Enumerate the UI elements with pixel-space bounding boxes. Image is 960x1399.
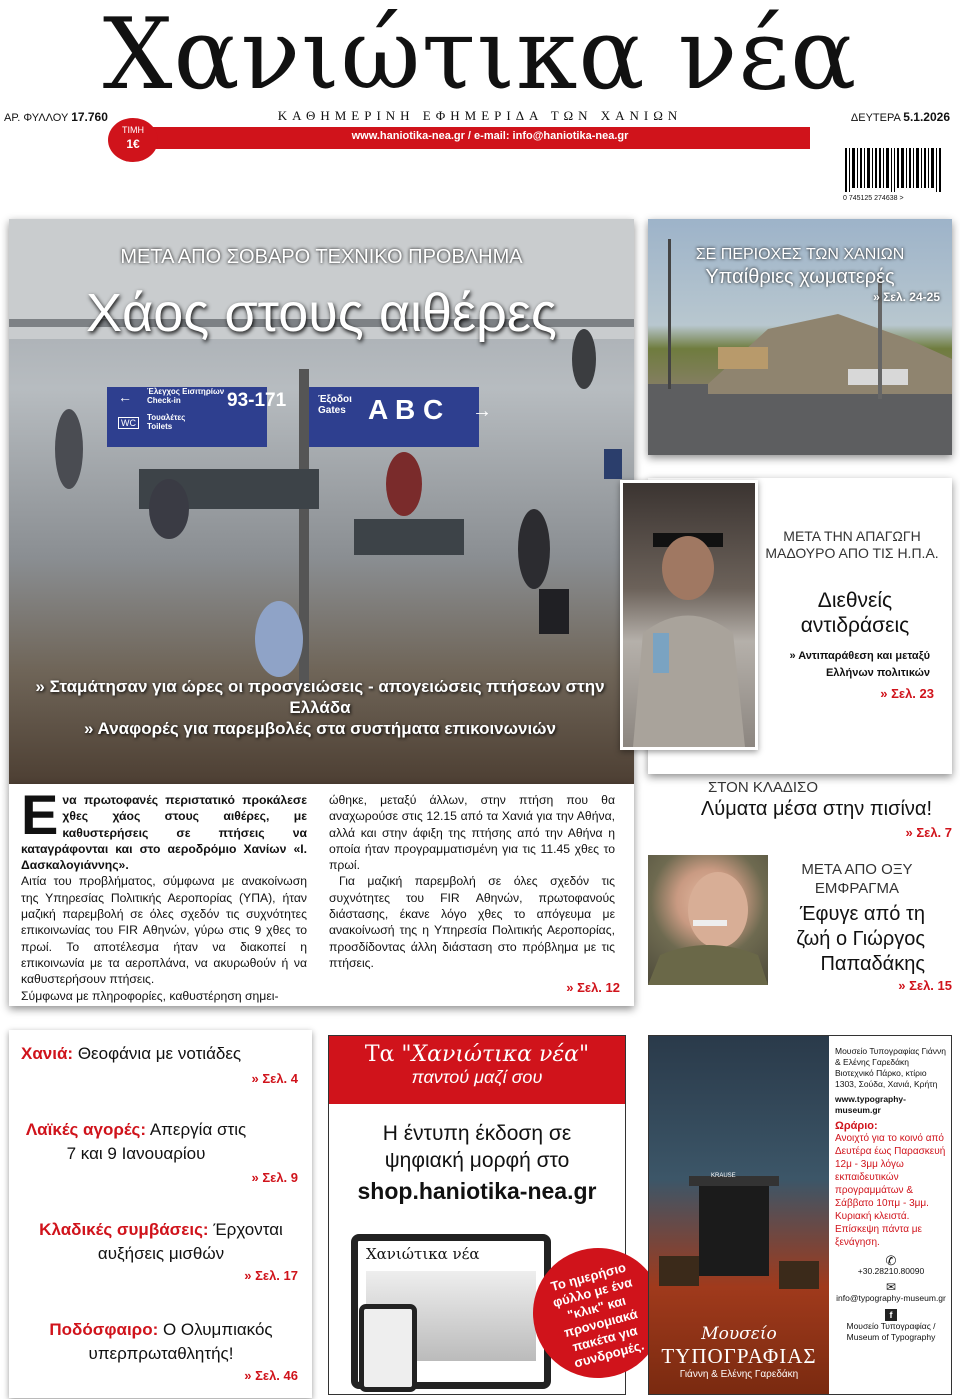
portrait-figure (648, 855, 768, 985)
ad-title: Τα "Χανιώτικα νέα" (364, 1042, 590, 1067)
barcode (843, 148, 946, 208)
maduro-kicker: ΜΕΤΑ ΤΗΝ ΑΠΑΓΩΓΗ ΜΑΔΟΥΡΟ ΑΠΟ ΤΙΣ Η.Π.Α. (765, 528, 939, 561)
price-badge: ΤΙΜΗ 1€ (108, 118, 158, 162)
pool-page-ref[interactable]: » Σελ. 7 (905, 825, 952, 840)
maduro-photo (620, 480, 758, 750)
arrow-left-icon: ← (118, 389, 132, 405)
lead-sub-2: » Αναφορές για παρεμβολές στα συστήματα επικοινωνιών (84, 719, 556, 738)
hours-title: Ωράριο: (835, 1120, 878, 1132)
brief-football: Ποδόσφαιρο: Ο Ολυμπιακός υπερπρωταθλητής! (49, 1320, 273, 1363)
issue-date: ΔΕΥΤΕΡΑ 5.1.2026 (850, 110, 950, 124)
article-p3: ώθηκε, μεταξύ άλλων, στην πτήση που θα αναχωρούσε στις 12.15 από τα Χανιά για την Αθήνα, αλλά και στην άφιξη της πτήσης από την Αθήνα η οποία ήταν προγραμματισμένη για τις 11.45 χθες το πρωί. (329, 793, 615, 873)
brief-markets: Λαϊκές αγορές: Απεργία στις 7 και 9 Ιανουαρίου (25, 1120, 247, 1163)
landfill-headline: Υπαίθριες χωματερές (705, 266, 895, 288)
barcode-bars (843, 148, 946, 196)
article-col-1 (21, 783, 307, 1004)
phone-icon: ✆ (885, 1253, 897, 1268)
ad-subtitle: παντού μαζί σου (411, 1067, 543, 1087)
ad-body: Η έντυπη έκδοση σε ψηφιακή μορφή στο (382, 1122, 572, 1172)
obituary-kicker: ΜΕΤΑ ΑΠΟ ΟΞΥ ΕΜΦΡΑΓΜΑ (801, 861, 913, 897)
obituary-headline: Έφυγε από τη ζωή ο Γιώργος Παπαδάκης (796, 903, 925, 975)
lead-sub-1: » Σταμάτησαν για ώρες οι προσγειώσεις - απογειώσεις πτήσεων στην Ελλάδα (35, 677, 605, 717)
article-lede: να πρωτοφανές περιστατικό προκάλεσε χθες χάος στους αιθέρες, με καθυστερήσεις σε πτήσεις να καταγράφονται και στο αεροδρόμιο Χανίων «Ι. Δασκαλογιάννης». (21, 793, 307, 873)
brief-contracts: Κλαδικές συμβάσεις: Έρχονται αυξήσεις μισθών (39, 1220, 283, 1263)
maduro-page-ref[interactable]: » Σελ. 23 (880, 686, 934, 701)
museum-facebook[interactable]: Μουσείο Τυπογραφίας / Museum of Typography (846, 1321, 936, 1342)
lead-article (9, 784, 634, 1006)
museum-email[interactable]: info@typography-museum.gr (836, 1293, 946, 1303)
maduro-figure (623, 483, 755, 747)
brief-football-page-ref[interactable]: » Σελ. 46 (244, 1368, 298, 1383)
press-sign: KRAUSE (711, 1173, 736, 1179)
maduro-sub: » Αντιπαράθεση και μεταξύ Ελλήνων πολιτικών (789, 650, 930, 679)
masthead-title: Χανιώτικα νέα (102, 0, 858, 112)
article-p2: Σύμφωνα με πληροφορίες, καθυστέρηση σημει- (21, 988, 279, 1003)
tablet-masthead: Χανιώτικα νέα (366, 1245, 480, 1263)
drop-cap: Ε (21, 783, 59, 846)
hours-text: Ανοιχτό για το κοινό από Δευτέρα έως Παρασκευή 12μ - 3μμ λόγω εκπαιδευτικών προγραμμάτων & Σάββατο 10πμ - 3μμ. Κυριακή κλειστά. Επίσκεψη πάντα με ξενάγηση. (835, 1133, 946, 1248)
museum-phone[interactable]: +30.28210.80090 (857, 1266, 925, 1276)
lead-page-ref[interactable]: » Σελ. 12 (566, 980, 620, 995)
article-p4: Για μαζική παρεμβολή σε όλες σχεδόν τις συχνότητες του FIR Αθηνών, πρωτοφανούς διάστασης, έκανε λόγο χθες το απόγευμα με ανακοίνωσή της η Υπηρεσία Πολιτικής Αεροπορίας, προσδίδοντας άλλη διάσταση στο πρόβλημα με τις πτήσεις. (329, 874, 615, 970)
sign-gates-number: 93-171 (227, 390, 287, 411)
article-p1: Αιτία του προβλήματος, σύμφωνα με ανακοίνωση της Υπηρεσίας Πολιτικής Αεροπορίας (ΥΠΑ), ήταν μαζική παρεμβολή σε όλες σχεδόν τις συχνότητες επικοινωνίας του FIR Αθηνών, γύρω στις 9 χθες το πρωί. Το αποτέλεσμα ήταν να διακοπεί η επικοινωνία με τα αεροπλάνα, να ακυρωθούν ή να καθυστερήσουν πτήσεις. (21, 874, 307, 987)
museum-info (835, 1046, 947, 1343)
landfill-kicker: ΣΕ ΠΕΡΙΟΧΕΣ ΤΩΝ ΧΑΝΙΩΝ (695, 246, 905, 263)
ad-shop-link[interactable]: shop.haniotika-nea.gr (357, 1178, 597, 1204)
museum-website[interactable]: www.typography-museum.gr (835, 1094, 906, 1115)
issue-number: ΑΡ. ΦΥΛΛΟΥ 17.760 (4, 110, 108, 124)
museum-logo: Μουσείο ΤΥΠΟΓΡΑΦΙΑΣ Γιάννη & Ελένης Γαρεδάκη (661, 1324, 817, 1380)
pool-headline: Λύματα μέσα στην πισίνα! (700, 798, 932, 820)
ad-banner (329, 1036, 625, 1104)
phone-device (359, 1304, 417, 1392)
brief-markets-page-ref[interactable]: » Σελ. 9 (251, 1170, 298, 1185)
brief-contracts-page-ref[interactable]: » Σελ. 17 (244, 1268, 298, 1283)
email-icon: ✉ (885, 1280, 897, 1294)
brief-chania-page-ref[interactable]: » Σελ. 4 (251, 1071, 298, 1086)
briefs-box (9, 1030, 312, 1398)
obituary-photo (648, 855, 768, 985)
digital-edition-ad[interactable] (328, 1035, 646, 1395)
brief-chania: Χανιά: Θεοφάνια με νοτιάδες (21, 1044, 242, 1063)
landfill-page-ref[interactable]: » Σελ. 24-25 (873, 290, 940, 304)
wc-icon: WC (118, 417, 139, 429)
museum-ad[interactable] (648, 1035, 952, 1395)
sign-checkin: Έλεγχος Εισιτηρίων Check-in Τουαλέτες Toilets (147, 387, 225, 431)
museum-address: Μουσείο Τυπογραφίας Γιάννη & Ελένης Γαρεδάκη Βιοτεχνικό Πάρκο, κτίριο 1303, Σούδα, Χανιά, Κρήτη (835, 1046, 947, 1089)
maduro-headline: Διεθνείς αντιδράσεις (800, 589, 910, 637)
lead-headline: Χάος στους αιθέρες (86, 283, 557, 343)
facebook-icon: f (835, 1309, 947, 1321)
lead-kicker: ΜΕΤΑ ΑΠΟ ΣΟΒΑΡΟ ΤΕΧΝΙΚΟ ΠΡΟΒΛΗΜΑ (120, 246, 523, 268)
barcode-number: 0 745125 274638 > (843, 195, 904, 202)
arrow-right-icon: → (472, 400, 492, 422)
sign-exits: Έξοδοι Gates (318, 394, 352, 416)
contact-line: www.haniotika-nea.gr / e-mail: info@haniotika-nea.gr (351, 130, 629, 142)
museum-photo (649, 1036, 829, 1394)
promo-badge: Το ημερήσιο φύλλο με ένα "κλικ" και προνομιακά πακέτα για συνδρομές. (518, 1233, 677, 1392)
lead-subheads (30, 676, 610, 739)
tagline: ΚΑΘΗΜΕΡΙΝΗ ΕΦΗΜΕΡΙΔΑ ΤΩΝ ΧΑΝΙΩΝ (277, 108, 683, 123)
sign-gate-letters: A B C (368, 394, 444, 425)
article-col-2 (329, 792, 615, 971)
obituary-page-ref[interactable]: » Σελ. 15 (898, 978, 952, 993)
pool-kicker: ΣΤΟΝ ΚΛΑΔΙΣΟ (708, 779, 818, 796)
